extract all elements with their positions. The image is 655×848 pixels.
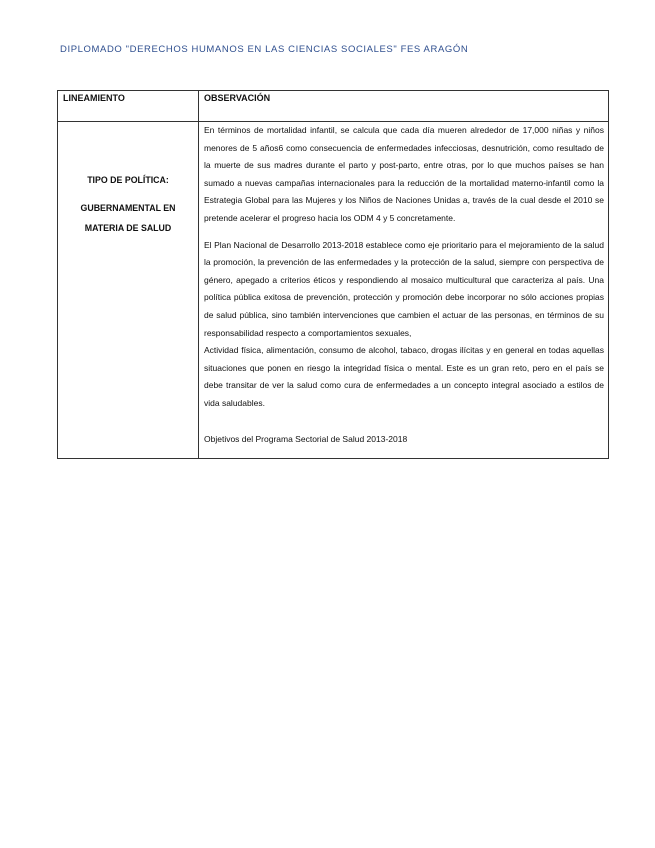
policy-type-cell [58, 122, 199, 459]
policy-table [57, 90, 609, 459]
spacer [58, 190, 198, 198]
policy-type-value-line1: GUBERNAMENTAL EN [80, 203, 176, 213]
column-header-lineamiento: LINEAMIENTO [58, 91, 199, 122]
observation-cell [199, 122, 609, 459]
column-header-observacion: OBSERVACIÓN [199, 91, 609, 122]
table-header-row [58, 91, 609, 122]
policy-type-label: TIPO DE POLÍTICA: [87, 175, 169, 185]
policy-type-value-line2: MATERIA DE SALUD [84, 223, 172, 233]
table-row [58, 122, 609, 459]
observation-paragraph-activity: Actividad física, alimentación, consumo de alcohol, tabaco, drogas ilícitas y en general en todas aquellas situaciones que ponen en riesgo la integridad física o mental. Este es un gran reto, pero en el país se debe transitar de ver la salud como cura de enfermedades a un concepto integral asociado a estilos de vida saludables. [204, 345, 604, 408]
observation-paragraph-mortality: En términos de mortalidad infantil, se calcula que cada día mueren alrededor de 17,000 niñas y niños menores de 5 años6 como consecuencia de enfermedades infecciosas, desnutrición, como resultado de la muerte de sus madres durante el parto y post-parto, entre otras, por lo que muchos países se han sumado a nuevas campañas internacionales para la reducción de la mortalidad materno-infantil como la Estrategia Global para las Mujeres y los Niños de Naciones Unidas a, través de la cual desde el 2010 se pretende acelerar el progreso hacia los ODM 4 y 5 concretamente. [204, 125, 604, 223]
document-header: DIPLOMADO "DERECHOS HUMANOS EN LAS CIENCIAS SOCIALES" FES ARAGÓN [60, 44, 469, 55]
observation-paragraph-objectives: Objetivos del Programa Sectorial de Salud 2013-2018 [204, 433, 408, 444]
observation-paragraph-plan: El Plan Nacional de Desarrollo 2013-2018 establece como eje prioritario para el mejoramiento de la salud la promoción, la prevención de las enfermedades y la protección de la salud, siempre con perspectiva de género, apegado a criterios éticos y respondiendo al mosaico multicultural que caracteriza al país. Una política pública exitosa de prevención, protección y promoción debe incorporar no sólo acciones propias de salud pública, sino también intervenciones que cambien el actuar de las personas, en términos de su responsabilidad respecto a comportamientos sexuales, [204, 239, 604, 338]
